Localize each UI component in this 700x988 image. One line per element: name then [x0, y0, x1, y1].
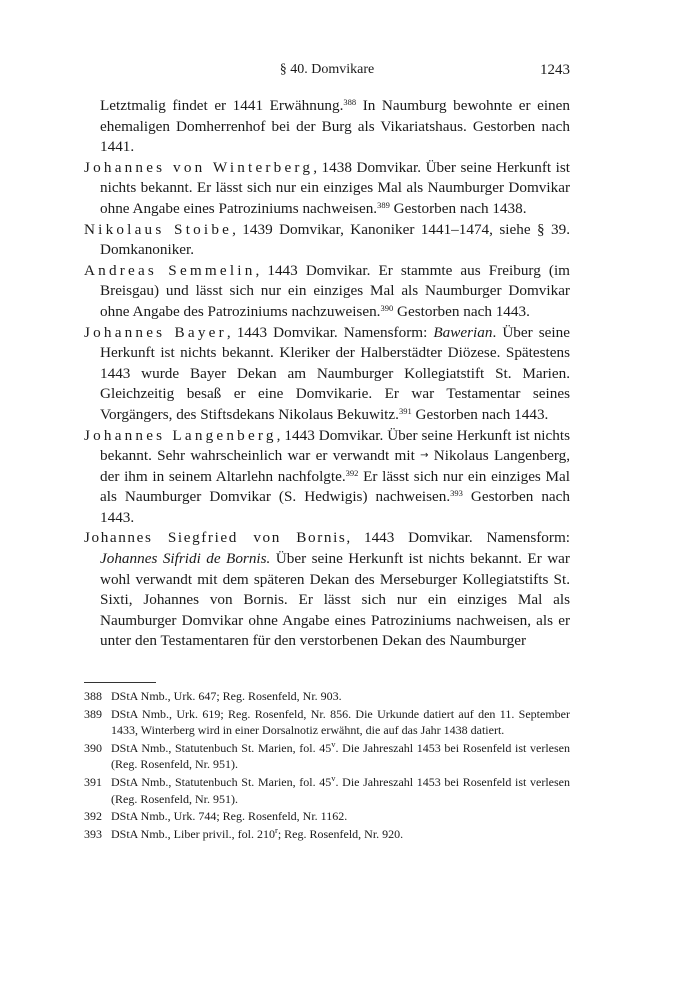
footnote-number: 393	[84, 826, 102, 841]
cross-reference-arrow-icon: →	[420, 450, 429, 462]
footnote: 391 DStA Nmb., Statutenbuch St. Marien, fol. 45$^v$. Die Jahreszahl 1453 bei Rosenfeld ist verlesen (Reg. Rosenfeld, Nr. 951).	[84, 772, 571, 806]
footnote-number: 391	[84, 774, 102, 789]
footnote: 390 DStA Nmb., Statutenbuch St. Marien, fol. 45$^v$. Die Jahreszahl 1453 bei Rosenfeld ist verlesen (Reg. Rosenfeld, Nr. 951).	[84, 738, 571, 772]
person-name: Johannes Langenberg	[84, 426, 277, 444]
footnote-number: 392	[84, 809, 102, 824]
person-name: Johannes Siegfried von Bornis	[84, 529, 347, 547]
continuation-paragraph: Letztmalig findet er 1441 Erwähnung.$^{388}$ In Naumburg bewohnte er einen ehemaligen Domherrenhof bei der Burg als Vikariatshaus. Gestorben nach 1441.	[100, 97, 570, 156]
entry-semmelin: Andreas Semmelin, 1443 Domvikar. Er stammte aus Freiburg (im Breisgau) und lässt sich nur ein einziges Mal als Naumburger Domvikar ohne Angabe des Patroziniums nachzuweisen.$^{390}$ Gestorben nach 1443.	[84, 261, 570, 320]
footnote: 393 DStA Nmb., Liber privil., fol. 210$^r$; Reg. Rosenfeld, Nr. 920.	[84, 824, 404, 841]
footnote: 392 DStA Nmb., Urk. 744; Reg. Rosenfeld, Nr. 1162.	[84, 809, 348, 824]
footnote-ref[interactable]: 391	[398, 405, 412, 416]
footnote-ref[interactable]: 390	[380, 302, 394, 313]
footnote-ref[interactable]: 393	[450, 488, 463, 499]
main-text	[84, 96, 570, 652]
name-form: Bawerian	[433, 323, 493, 341]
footnote-number: 390	[84, 740, 102, 755]
footnote: 388 DStA Nmb., Urk. 647; Reg. Rosenfeld, Nr. 903.	[84, 689, 342, 703]
footnote-separator	[84, 682, 156, 683]
footnote-number: 388	[84, 689, 102, 703]
person-name: Nikolaus Stoibe	[84, 220, 233, 238]
name-form: Johannes Sifridi de Bornis.	[100, 550, 271, 568]
person-name: Johannes Bayer	[84, 323, 227, 341]
section-title: § 40. Domvikare	[279, 62, 375, 77]
page-number: 1243	[540, 62, 570, 78]
footnotes	[84, 688, 570, 843]
footnote-ref[interactable]: 392	[345, 467, 359, 478]
entry-bayer: Johannes Bayer, 1443 Domvikar. Namensform: Bawerian. Über seine Herkunft ist nichts bekannt. Kleriker der Halberstädter Diözese. Spätestens 1443 wurde Bayer Dekan am Naumburger Kollegiatstift St. Marien. Gleichzeitig besaß er eine Domvikarie. Er war Testamentar seines Vorgängers, des Stiftsdekans Nikolaus Bekuwitz.$^{391}$ Gestorben nach 1443.	[84, 323, 570, 423]
running-header	[84, 62, 570, 82]
person-name: Andreas Semmelin	[84, 261, 256, 279]
entry-stoibe: Nikolaus Stoibe, 1439 Domvikar, Kanoniker 1441–1474, siehe § 39. Domkanoniker.	[84, 220, 570, 259]
entry-bornis: Johannes Siegfried von Bornis, 1443 Domvikar. Namensform: Johannes Sifridi de Bornis. Über seine Herkunft ist nichts bekannt. Er war wohl verwandt mit dem späteren Dekan des Merseburger Kollegiatstifts St. Sixti, Johannes von Bornis. Er lässt sich nur ein einziges Mal als Naumburger Domvikar ohne Angabe eines Patroziniums nachweisen, als er unter den Testamentaren für den verstorbenen Dekan des Naumburger	[84, 529, 570, 650]
entry-langenberg: Johannes Langenberg, 1443 Domvikar. Über seine Herkunft ist nichts bekannt. Sehr wahrscheinlich war er verwandt mit → Nikolaus Langenberg, der ihm in seinem Altarlehn nachfolgte.$^{392}$ Er lässt sich nur ein einziges Mal als Naumburger Domvikar (S. Hedwigis) nachweisen.$^{393}$ Gestorben nach 1443.	[84, 426, 570, 526]
footnote: 389 DStA Nmb., Urk. 619; Reg. Rosenfeld, Nr. 856. Die Urkunde datiert auf den 11. September 1433, Winterberg wird in einer Dorsalnotiz erwähnt, die auf das Jahr 1438 datiert.	[84, 706, 570, 738]
person-name: Johannes von Winterberg	[84, 158, 314, 176]
footnote-ref[interactable]: 388	[343, 97, 357, 107]
entry-winterberg: Johannes von Winterberg, 1438 Domvikar. Über seine Herkunft ist nichts bekannt. Er lässt sich nur ein einziges Mal als Naumburger Domvikar ohne Angabe eines Patroziniums nachweisen.$^{389}$ Gestorben nach 1438.	[84, 158, 571, 217]
footnote-ref[interactable]: 389	[377, 199, 390, 210]
footnote-number: 389	[84, 706, 102, 721]
